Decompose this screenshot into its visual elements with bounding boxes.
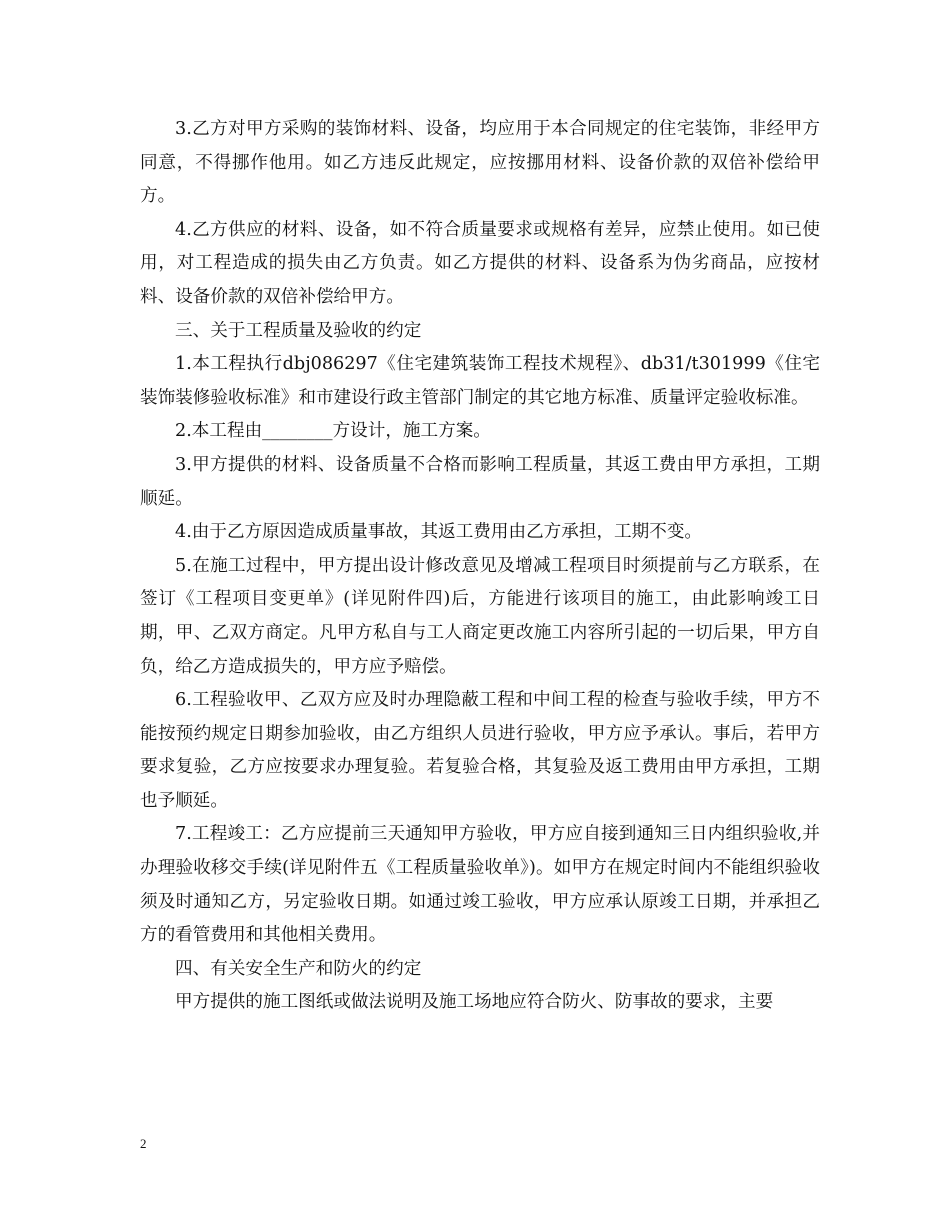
paragraph-4-rework-party-b: 4.由于乙方原因造成质量事故，其返工费用由乙方承担，工期不变。 [175, 522, 703, 543]
paragraph-3-rework-party-a: 3.甲方提供的材料、设备质量不合格而影响工程质量，其返工费由甲方承担，工期顺延。 [140, 454, 820, 509]
paragraph-3-materials-usage: 3.乙方对甲方采购的装饰材料、设备，均应用于本合同规定的住宅装饰，非经甲方同意，不得挪作他用。如乙方违反此规定，应按挪用材料、设备价款的双倍补偿给甲方。 [140, 119, 820, 207]
section-heading-quality-acceptance: 三、关于工程质量及验收的约定 [175, 320, 422, 341]
paragraph-2-design: 2.本工程由________方设计，施工方案。 [175, 421, 491, 442]
paragraph-6-inspection: 6.工程验收甲、乙双方应及时办理隐蔽工程和中间工程的检查与验收手续，甲方不能按预约规定日期参加验收，由乙方组织人员进行验收，甲方应予承认。事后，若甲方要求复验，乙方应按要求办理复验。若复验合格，其复验及返工费用由甲方承担，工期也予顺延。 [140, 690, 820, 811]
document-body [140, 113, 820, 1020]
paragraph-1-standards: 1.本工程执行dbj086297《住宅建筑装饰工程技术规程》、db31/t301999《住宅装饰装修验收标准》和市建设行政主管部门制定的其它地方标准、质量评定验收标准。 [140, 354, 820, 408]
paragraph-5-design-changes: 5.在施工过程中，甲方提出设计修改意见及增减工程项目时须提前与乙方联系，在签订《工程项目变更单》(详见附件四)后，方能进行该项目的施工，由此影响竣工日期，甲、乙双方商定。凡甲方私自与工人商定更改施工内容所引起的一切后果，甲方自负，给乙方造成损失的，甲方应予赔偿。 [140, 555, 820, 677]
paragraph-safety-requirements: 甲方提供的施工图纸或做法说明及施工场地应符合防火、防事故的要求，主要 [175, 992, 774, 1013]
paragraph-7-completion: 7.工程竣工：乙方应提前三天通知甲方验收，甲方应自接到通知三日内组织验收,并办理验收移交手续(详见附件五《工程质量验收单》)。如甲方在规定时间内不能组织验收须及时通知乙方，另定验收日期。如通过竣工验收，甲方应承认原竣工日期，并承担乙方的看管费用和其他相关费用。 [140, 824, 820, 946]
section-heading-safety-fire: 四、有关安全生产和防火的约定 [175, 958, 422, 979]
paragraph-4-materials-quality: 4.乙方供应的材料、设备，如不符合质量要求或规格有差异，应禁止使用。如已使用，对工程造成的损失由乙方负责。如乙方提供的材料、设备系为伪劣商品，应按材料、设备价款的双倍补偿给甲方。 [140, 219, 820, 307]
page-number: 2 [140, 1136, 147, 1151]
